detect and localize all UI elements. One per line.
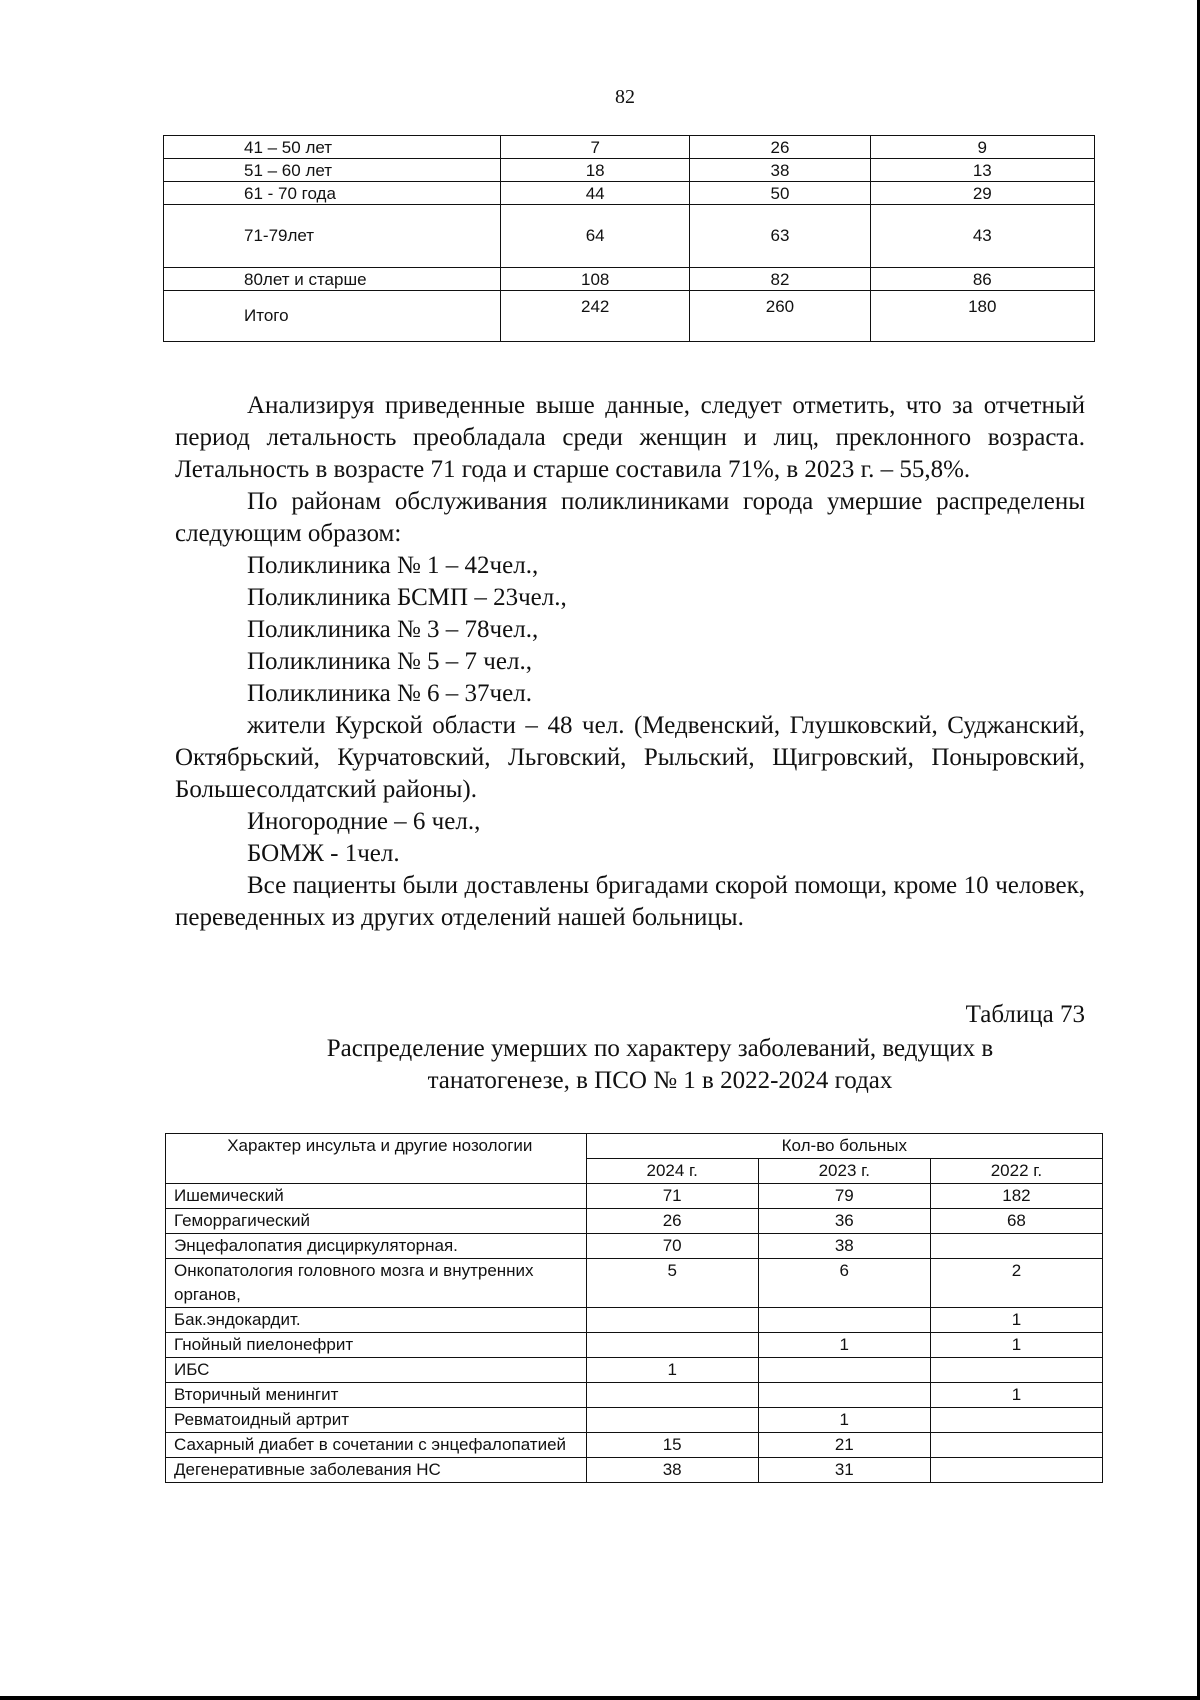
disease-cell: Сахарный диабет в сочетании с энцефалопатией xyxy=(166,1433,587,1458)
count-2022-cell: 1 xyxy=(930,1383,1102,1408)
table-row xyxy=(166,1308,1103,1333)
table-row xyxy=(166,1184,1103,1209)
disease-cell: Ревматоидный артрит xyxy=(166,1408,587,1433)
count-cell: 43 xyxy=(870,205,1094,268)
disease-cell: Геморрагический xyxy=(166,1209,587,1234)
age-group-cell: 80лет и старше xyxy=(164,268,501,291)
count-2022-cell xyxy=(930,1408,1102,1433)
table-row xyxy=(166,1234,1103,1259)
count-2024-cell: 70 xyxy=(586,1234,758,1259)
age-group-cell: 41 – 50 лет xyxy=(164,136,501,159)
age-group-cell: 61 - 70 года xyxy=(164,182,501,205)
count-2022-cell xyxy=(930,1358,1102,1383)
count-cell: 50 xyxy=(690,182,870,205)
count-cell: 9 xyxy=(870,136,1094,159)
count-2023-cell xyxy=(758,1383,930,1408)
header-year-2024: 2024 г. xyxy=(586,1159,758,1184)
count-cell: 86 xyxy=(870,268,1094,291)
table-row xyxy=(164,268,1095,291)
disease-cell: Энцефалопатия дисциркуляторная. xyxy=(166,1234,587,1259)
count-2023-cell xyxy=(758,1308,930,1333)
disease-cell: ИБС xyxy=(166,1358,587,1383)
count-cell: 260 xyxy=(690,291,870,342)
count-2023-cell: 21 xyxy=(758,1433,930,1458)
disease-cell: Бак.эндокардит. xyxy=(166,1308,587,1333)
age-group-cell: Итого xyxy=(164,291,501,342)
count-2024-cell: 71 xyxy=(586,1184,758,1209)
disease-cell: Вторичный менингит xyxy=(166,1383,587,1408)
table-title: Распределение умерших по характеру заболеваний, ведущих в танатогенезе, в ПСО № 1 в 2022-2024 годах xyxy=(326,1035,994,1094)
count-cell: 108 xyxy=(501,268,690,291)
table-row xyxy=(166,1433,1103,1458)
count-2022-cell xyxy=(930,1433,1102,1458)
disease-cell: Дегенеративные заболевания НС xyxy=(166,1458,587,1483)
count-cell: 180 xyxy=(870,291,1094,342)
count-cell: 44 xyxy=(501,182,690,205)
count-2022-cell xyxy=(930,1458,1102,1483)
paragraph-districts: По районам обслуживания поликлиниками города умершие распределены следующим образом: xyxy=(175,488,1085,547)
count-2022-cell: 2 xyxy=(930,1259,1102,1308)
table-label: Таблица 73 xyxy=(965,1001,1085,1028)
count-cell: 38 xyxy=(690,159,870,182)
count-cell: 242 xyxy=(501,291,690,342)
count-2023-cell: 1 xyxy=(758,1408,930,1433)
count-2023-cell: 38 xyxy=(758,1234,930,1259)
list-item-homeless: БОМЖ - 1чел. xyxy=(247,840,400,867)
list-item-nonresidents: Иногородние – 6 чел., xyxy=(247,808,481,835)
count-cell: 26 xyxy=(690,136,870,159)
table-row xyxy=(166,1408,1103,1433)
count-2022-cell xyxy=(930,1234,1102,1259)
count-2022-cell: 1 xyxy=(930,1308,1102,1333)
header-disease: Характер инсульта и другие нозологии xyxy=(166,1134,587,1184)
paragraph-ambulance: Все пациенты были доставлены бригадами скорой помощи, кроме 10 человек, переведенных из других отделений нашей больницы. xyxy=(175,872,1085,931)
table-row xyxy=(166,1259,1103,1308)
count-2023-cell: 36 xyxy=(758,1209,930,1234)
table-row xyxy=(164,136,1095,159)
header-year-2022: 2022 г. xyxy=(930,1159,1102,1184)
count-cell: 18 xyxy=(501,159,690,182)
list-item-polyclinic: Поликлиника № 5 – 7 чел., xyxy=(247,648,532,675)
count-2022-cell: 68 xyxy=(930,1209,1102,1234)
count-2024-cell: 5 xyxy=(586,1259,758,1308)
count-2023-cell: 6 xyxy=(758,1259,930,1308)
count-2024-cell xyxy=(586,1333,758,1358)
header-year-2023: 2023 г. xyxy=(758,1159,930,1184)
paragraph-analysis: Анализируя приведенные выше данные, следует отметить, что за отчетный период летальность преобладала среди женщин и лиц, преклонного возраста. Летальность в возрасте 71 года и старше составила 71%, в 2023 г. – 55,8%. xyxy=(175,392,1085,483)
list-item-polyclinic: Поликлиника № 6 – 37чел. xyxy=(247,680,532,707)
table-row xyxy=(164,159,1095,182)
count-cell: 82 xyxy=(690,268,870,291)
page-number: 82 xyxy=(615,86,635,108)
count-2024-cell: 15 xyxy=(586,1433,758,1458)
count-2024-cell xyxy=(586,1308,758,1333)
age-group-cell: 71-79лет xyxy=(164,205,501,268)
list-item-polyclinic: Поликлиника № 1 – 42чел., xyxy=(247,552,539,579)
count-2024-cell xyxy=(586,1408,758,1433)
count-2024-cell: 26 xyxy=(586,1209,758,1234)
disease-distribution-table xyxy=(165,1133,1103,1483)
table-header-row xyxy=(166,1134,1103,1159)
list-item-polyclinic: Поликлиника № 3 – 78чел., xyxy=(247,616,539,643)
header-patient-count: Кол-во больных xyxy=(586,1134,1102,1159)
count-cell: 64 xyxy=(501,205,690,268)
paragraph-kursk-region: жители Курской области – 48 чел. (Медвенский, Глушковский, Суджанский, Октябрьский, Курчатовский, Льговский, Рыльский, Щигровский, Поныровский, Большесолдатский районы). xyxy=(175,712,1085,803)
disease-cell: Онкопатология головного мозга и внутренних органов, xyxy=(166,1259,587,1308)
list-item-polyclinic: Поликлиника БСМП – 23чел., xyxy=(247,584,567,611)
count-2023-cell xyxy=(758,1358,930,1383)
count-2024-cell: 1 xyxy=(586,1358,758,1383)
count-2022-cell: 182 xyxy=(930,1184,1102,1209)
count-2024-cell: 38 xyxy=(586,1458,758,1483)
scan-edge-bottom xyxy=(0,1696,1200,1700)
table-row xyxy=(164,205,1095,268)
table-row xyxy=(166,1333,1103,1358)
table-row xyxy=(166,1209,1103,1234)
table-row xyxy=(164,182,1095,205)
age-group-cell: 51 – 60 лет xyxy=(164,159,501,182)
table-row xyxy=(166,1358,1103,1383)
age-mortality-table xyxy=(163,135,1095,342)
count-cell: 63 xyxy=(690,205,870,268)
count-2023-cell: 79 xyxy=(758,1184,930,1209)
disease-cell: Гнойный пиелонефрит xyxy=(166,1333,587,1358)
count-2023-cell: 1 xyxy=(758,1333,930,1358)
count-cell: 13 xyxy=(870,159,1094,182)
count-2022-cell: 1 xyxy=(930,1333,1102,1358)
disease-cell: Ишемический xyxy=(166,1184,587,1209)
count-2023-cell: 31 xyxy=(758,1458,930,1483)
body-text xyxy=(175,390,1085,934)
table-row xyxy=(166,1458,1103,1483)
count-cell: 7 xyxy=(501,136,690,159)
table-row xyxy=(166,1383,1103,1408)
count-cell: 29 xyxy=(870,182,1094,205)
table-row xyxy=(164,291,1095,342)
count-2024-cell xyxy=(586,1383,758,1408)
